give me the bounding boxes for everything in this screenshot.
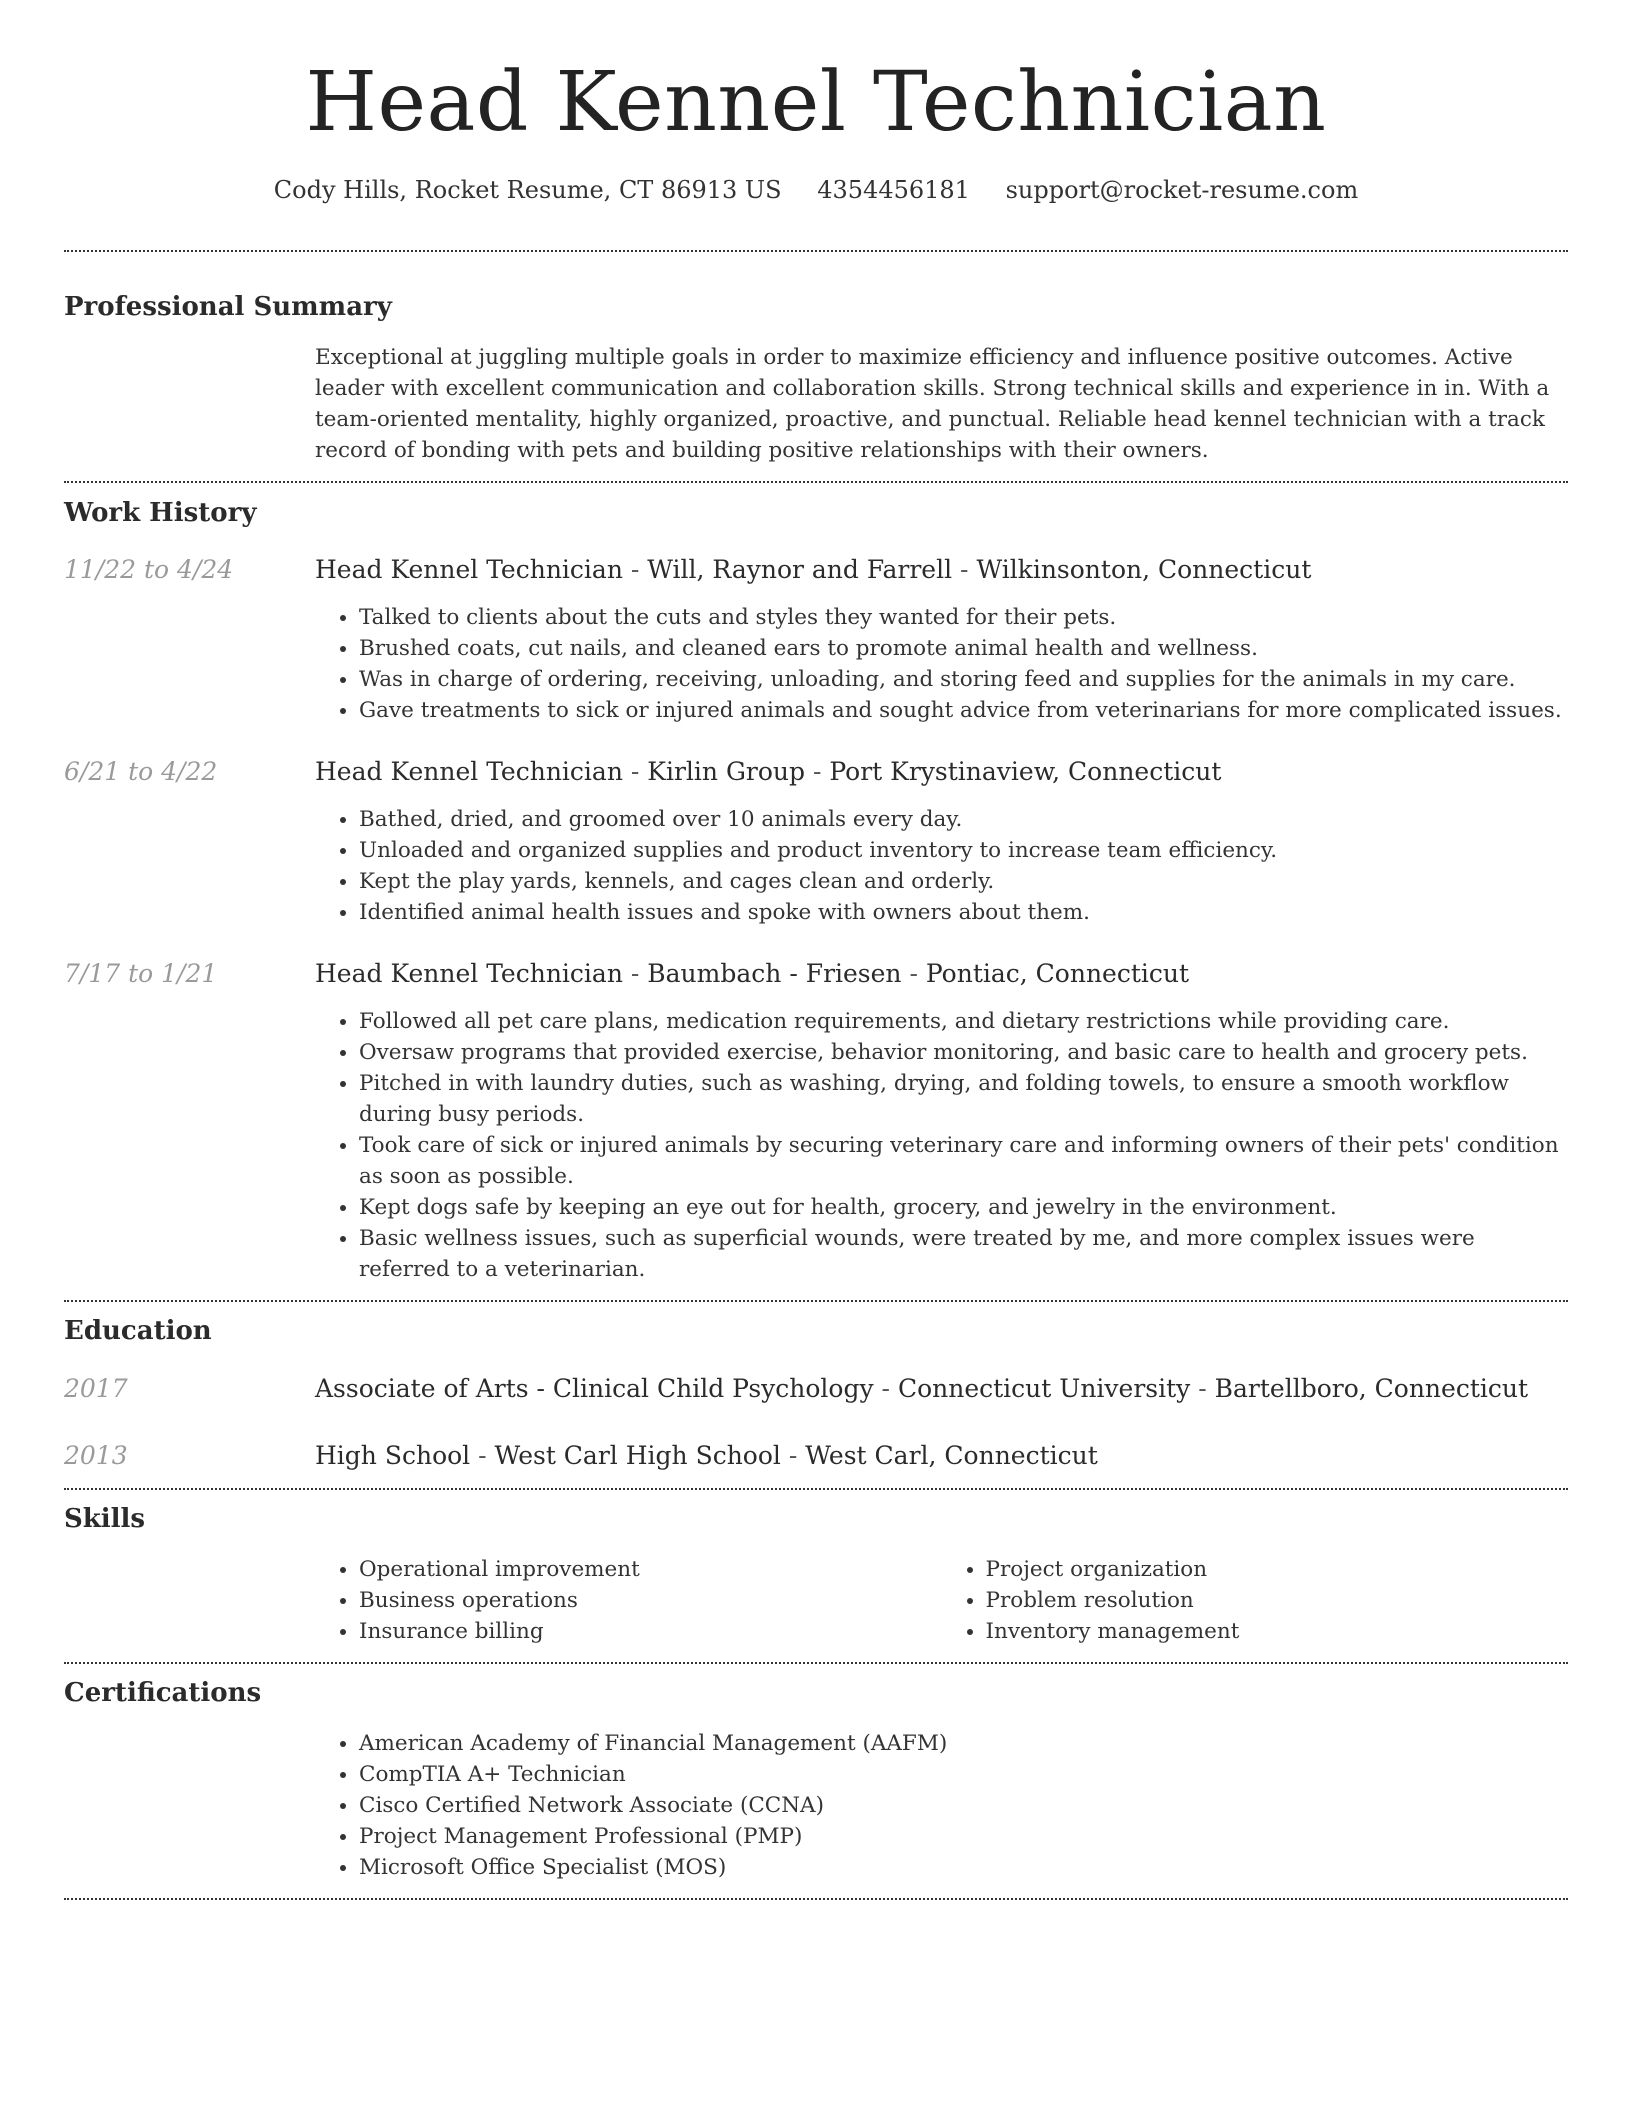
skills-section [64,1490,1568,1647]
job-dates: 11/22 to 4/24 [64,555,234,584]
job-bullets [315,1006,1568,1285]
contact-line [64,174,1568,206]
skills-heading: Skills [64,1504,146,1534]
certification-item: • CompTIA A+ Technician [359,1759,1568,1790]
education-degree: High School [315,1441,471,1470]
education-year: 2013 [64,1441,128,1470]
job-bullet: • Basic wellness issues, such as superficial wounds, were treated by me, and more complex issues were referred to a veterinarian. [359,1223,1568,1285]
skill-item: • Project organization [986,1554,1569,1585]
contact-email: support@rocket-resume.com [1005,176,1359,204]
job-bullet: • Was in charge of ordering, receiving, unloading, and storing feed and supplies for the animals in my care. [359,664,1568,695]
education-heading: Education [64,1316,212,1346]
certification-item: • American Academy of Financial Management (AAFM) [359,1728,1568,1759]
education-location: West Carl, Connecticut [805,1441,1098,1470]
job-bullet: • Brushed coats, cut nails, and cleaned ears to promote animal health and wellness. [359,633,1568,664]
education-school: West Carl High School [494,1441,781,1470]
job-entry [64,755,1568,928]
job-title: Head Kennel Technician - Baumbach - Friesen - Pontiac, Connecticut [315,959,1190,988]
summary-text: Exceptional at juggling multiple goals in order to maximize efficiency and influence positive outcomes. Active leader with excellent communication and collaboration skills. Strong technical skills and experience in in. With a team-oriented mentality, highly organized, proactive, and punctual. Reliable head kennel technician with a track record of bonding with pets and building positive relationships with their owners. [315,345,1550,463]
skills-list-right [942,1554,1569,1647]
job-bullet: • Took care of sick or injured animals by securing veterinary care and informing owners of their pets' condition as soon as possible. [359,1130,1568,1192]
job-location: Port Krystinaview, Connecticut [829,757,1222,786]
job-role: Head Kennel Technician [315,555,623,584]
job-bullet: • Followed all pet care plans, medication requirements, and dietary restrictions while providing care. [359,1006,1568,1037]
skill-item: • Business operations [359,1585,942,1616]
skill-item: • Inventory management [986,1616,1569,1647]
job-bullet: • Identified animal health issues and spoke with owners about them. [359,897,1568,928]
certifications-heading: Certifications [64,1678,262,1708]
certifications-section [64,1664,1568,1883]
job-title: Head Kennel Technician - Will, Raynor and Farrell - Wilkinsonton, Connecticut [315,555,1312,584]
certification-item: • Cisco Certified Network Associate (CCNA) [359,1790,1568,1821]
certification-item: • Project Management Professional (PMP) [359,1821,1568,1852]
education-title: Associate of Arts - Clinical Child Psychology - Connecticut University - Bartellboro, Connecticut [315,1374,1529,1403]
certifications-list [315,1728,1568,1883]
job-bullet: • Kept dogs safe by keeping an eye out for health, grocery, and jewelry in the environment. [359,1192,1568,1223]
job-location: Wilkinsonton, Connecticut [976,555,1312,584]
candidate-name: Head Kennel Technician [305,55,1327,150]
job-bullets [315,804,1568,928]
certification-item: • Microsoft Office Specialist (MOS) [359,1852,1568,1883]
skill-item: • Problem resolution [986,1585,1569,1616]
job-role: Head Kennel Technician [315,757,623,786]
education-degree: Associate of Arts - Clinical Child Psychology [315,1374,874,1403]
skill-item: • Operational improvement [359,1554,942,1585]
education-year: 2017 [64,1374,128,1403]
job-bullets [315,602,1568,726]
education-title: High School - West Carl High School - West Carl, Connecticut [315,1441,1098,1470]
job-bullet: • Gave treatments to sick or injured animals and sought advice from veterinarians for more complicated issues. [359,695,1568,726]
resume-page [64,0,1568,1900]
education-entry [64,1439,1568,1473]
job-bullet: • Bathed, dried, and groomed over 10 animals every day. [359,804,1568,835]
job-bullet: • Oversaw programs that provided exercise, behavior monitoring, and basic care to health and grocery pets. [359,1037,1568,1068]
job-company: Baumbach - Friesen [647,959,902,988]
section-divider [64,1898,1568,1900]
job-entry [64,957,1568,1285]
job-location: Pontiac, Connecticut [925,959,1190,988]
job-company: Kirlin Group [647,757,806,786]
job-company: Will, Raynor and Farrell [647,555,953,584]
education-section [64,1302,1568,1473]
job-dates: 6/21 to 4/22 [64,757,218,786]
summary-section [64,252,1568,466]
work-history-section [64,483,1568,1285]
education-location: Bartellboro, Connecticut [1214,1374,1529,1403]
contact-address: Cody Hills, Rocket Resume, CT 86913 US [273,176,782,204]
job-role: Head Kennel Technician [315,959,623,988]
education-entry [64,1372,1568,1406]
job-entry [64,553,1568,726]
education-school: Connecticut University [897,1374,1191,1403]
work-history-heading: Work History [64,498,257,528]
skills-list-left [315,1554,942,1647]
job-bullet: • Unloaded and organized supplies and product inventory to increase team efficiency. [359,835,1568,866]
job-bullet: • Pitched in with laundry duties, such as washing, drying, and folding towels, to ensure a smooth workflow during busy periods. [359,1068,1568,1130]
job-title: Head Kennel Technician - Kirlin Group - Port Krystinaview, Connecticut [315,757,1222,786]
job-bullet: • Talked to clients about the cuts and styles they wanted for their pets. [359,602,1568,633]
job-dates: 7/17 to 1/21 [64,959,218,988]
skill-item: • Insurance billing [359,1616,942,1647]
summary-heading: Professional Summary [64,292,392,322]
contact-phone: 4354456181 [817,176,970,204]
job-bullet: • Kept the play yards, kennels, and cages clean and orderly. [359,866,1568,897]
